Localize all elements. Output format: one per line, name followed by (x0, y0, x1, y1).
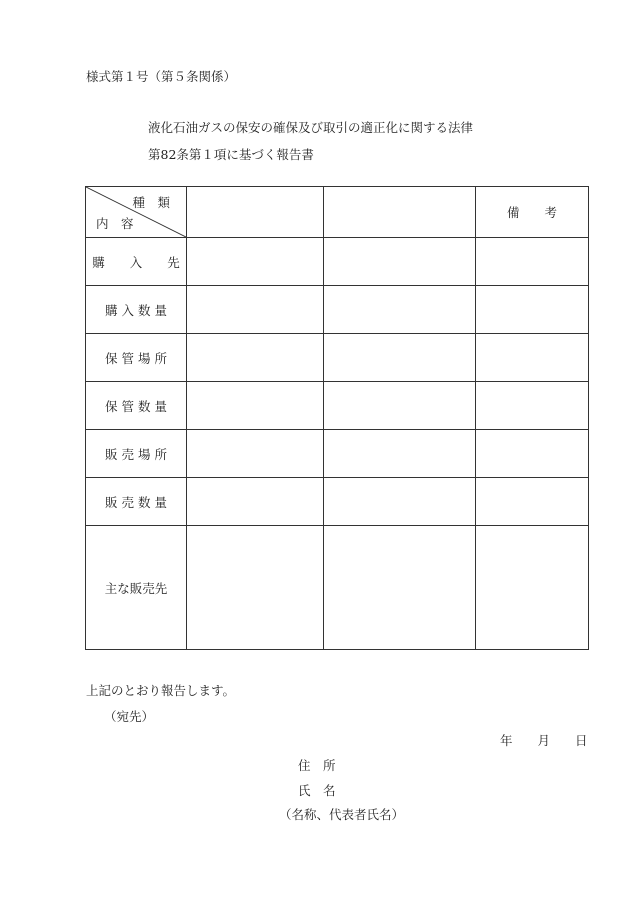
kind-cell-2[interactable] (324, 187, 476, 238)
name-note: （名称、代表者氏名） (279, 807, 405, 822)
row-label-storage-place: 保 管 場 所 (86, 334, 187, 382)
table-cell[interactable] (324, 526, 476, 650)
table-cell[interactable] (476, 334, 589, 382)
corner-content-label: 内 容 (96, 216, 134, 231)
table-cell[interactable] (324, 382, 476, 430)
report-table (85, 186, 589, 650)
form-number: 様式第１号（第５条関係） (86, 69, 237, 84)
report-statement: 上記のとおり報告します。 (86, 683, 236, 698)
table-cell[interactable] (187, 382, 324, 430)
table-row (86, 478, 589, 526)
row-label-main-customers: 主な販売先 (86, 526, 187, 650)
table-row (86, 238, 589, 286)
table-cell[interactable] (324, 478, 476, 526)
row-label-sales-place: 販 売 場 所 (86, 430, 187, 478)
table-cell[interactable] (476, 478, 589, 526)
address-label: 住 所 (298, 758, 336, 773)
name-label: 氏 名 (298, 783, 336, 798)
table-cell[interactable] (324, 334, 476, 382)
table-cell[interactable] (324, 238, 476, 286)
row-label-purchase-source: 購 入 先 (86, 238, 187, 286)
table-cell[interactable] (476, 430, 589, 478)
table-cell[interactable] (324, 430, 476, 478)
row-label-sales-quantity: 販 売 数 量 (86, 478, 187, 526)
table-cell[interactable] (187, 478, 324, 526)
table-row (86, 430, 589, 478)
table-cell[interactable] (476, 526, 589, 650)
table-header-row (86, 187, 589, 238)
corner-cell (86, 187, 187, 238)
addressee-label: （宛先） (104, 709, 155, 724)
row-label-purchase-quantity: 購 入 数 量 (86, 286, 187, 334)
table-cell[interactable] (187, 238, 324, 286)
table-row (86, 382, 589, 430)
remarks-header: 備 考 (476, 187, 589, 238)
table-row (86, 286, 589, 334)
table-cell[interactable] (324, 286, 476, 334)
table-cell[interactable] (476, 382, 589, 430)
table-cell[interactable] (187, 526, 324, 650)
table-row (86, 526, 589, 650)
date-line: 年 月 日 (500, 733, 588, 748)
document-title-line2: 第82条第１項に基づく報告書 (148, 147, 314, 162)
document-title-line1: 液化石油ガスの保安の確保及び取引の適正化に関する法律 (148, 120, 474, 135)
table-cell[interactable] (187, 430, 324, 478)
kind-cell-1[interactable] (187, 187, 324, 238)
table-row (86, 334, 589, 382)
table-cell[interactable] (476, 286, 589, 334)
table-cell[interactable] (187, 334, 324, 382)
table-cell[interactable] (187, 286, 324, 334)
table-cell[interactable] (476, 238, 589, 286)
row-label-storage-quantity: 保 管 数 量 (86, 382, 187, 430)
corner-kind-label: 種 類 (132, 195, 170, 210)
